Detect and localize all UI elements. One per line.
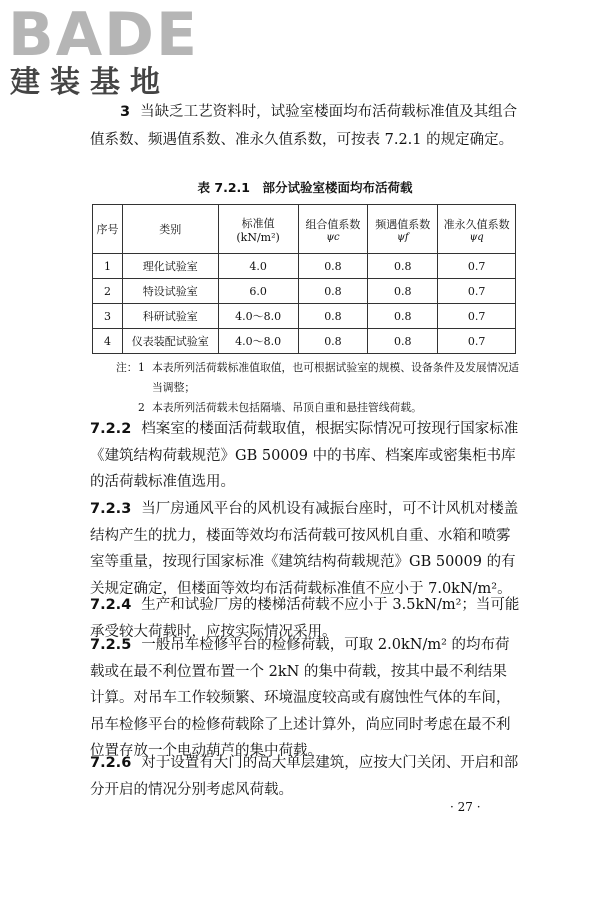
- logo-subtitle: 建装基地: [10, 65, 170, 100]
- table-row: [93, 254, 516, 279]
- intro-paragraph: [90, 98, 520, 154]
- note-number: 2: [138, 401, 145, 414]
- cell-combination: 0.8: [298, 279, 368, 304]
- cell-standard: 4.0～8.0: [218, 304, 298, 329]
- clause-7-2-2: [90, 416, 520, 496]
- cell-standard: 4.0: [218, 254, 298, 279]
- header-frequent-symbol: ψf: [397, 231, 409, 243]
- cell-category: 理化试验室: [122, 254, 218, 279]
- cell-frequent: 0.8: [368, 279, 438, 304]
- clause-number: 7.2.3: [90, 501, 132, 517]
- clause-7-2-5: [90, 632, 520, 765]
- logo-mark: BADE: [8, 0, 199, 70]
- cell-category: 仪表装配试验室: [122, 329, 218, 354]
- clause-7-2-6: [90, 750, 520, 803]
- clause-number: 7.2.2: [90, 421, 132, 437]
- header-quasi-label: 准永久值系数: [443, 217, 510, 231]
- cell-quasi: 0.7: [438, 329, 516, 354]
- notes-label: 注：: [116, 361, 138, 374]
- clause-number: 7.2.4: [90, 597, 132, 613]
- cell-quasi: 0.7: [438, 279, 516, 304]
- header-frequent-label: 频遇值系数: [375, 217, 431, 231]
- bade-logo: [8, 0, 199, 100]
- cell-standard: 4.0～8.0: [218, 329, 298, 354]
- table-title: 表 7.2.1 部分试验室楼面均布活荷载: [197, 180, 413, 195]
- header-combination: [298, 205, 368, 254]
- cell-category: 特设试验室: [122, 279, 218, 304]
- clause-number: 7.2.6: [90, 755, 132, 771]
- table-row: [93, 304, 516, 329]
- page-number: · 27 ·: [450, 800, 481, 814]
- header-standard-unit: (kN/m²): [236, 230, 280, 244]
- cell-combination: 0.8: [298, 254, 368, 279]
- clause-text: 当厂房通风平台的风机设有减振台座时，可不计风机对楼盖结构产生的扰力，楼面等效均布活荷载可按风机自重、水箱和喷雾室等重量，按现行国家标准《建筑结构荷载规范》GB 50009 的有关规定确定，但楼面等效均布活荷载标准值不应小于 7.0kN/m²。: [90, 501, 519, 597]
- note-number: 1: [138, 361, 145, 374]
- intro-lead-number: 3: [120, 104, 131, 120]
- cell-frequent: 0.8: [368, 254, 438, 279]
- note-text: 本表所列活荷载标准值取值，也可根据试验室的规模、设备条件及发展情况适当调整；: [152, 361, 520, 394]
- header-no: 序号: [93, 205, 123, 254]
- clause-text: 对于设置有大门的高大单层建筑，应按大门关闭、开启和部分开启的情况分别考虑风荷载。: [90, 755, 519, 798]
- cell-no: 4: [93, 329, 123, 354]
- header-standard: [218, 205, 298, 254]
- header-frequent: [368, 205, 438, 254]
- load-table: [92, 204, 516, 354]
- cell-frequent: 0.8: [368, 304, 438, 329]
- header-combination-label: 组合值系数: [305, 217, 361, 231]
- cell-category: 科研试验室: [122, 304, 218, 329]
- note-item: [116, 398, 520, 418]
- header-quasi: [438, 205, 516, 254]
- table-row: [93, 329, 516, 354]
- clause-7-2-3: [90, 496, 520, 602]
- intro-text: 当缺乏工艺资料时，试验室楼面均布活荷载标准值及其组合值系数、频遇值系数、准永久值系数，可按表 7.2.1 的规定确定。: [90, 104, 518, 148]
- cell-no: 3: [93, 304, 123, 329]
- cell-quasi: 0.7: [438, 304, 516, 329]
- header-combination-symbol: ψc: [326, 231, 340, 243]
- table-notes: [116, 358, 520, 418]
- clause-text: 生产和试验厂房的楼梯活荷载不应小于 3.5kN/m²；当可能承受较大荷载时，应按实际情况采用。: [90, 597, 520, 640]
- header-quasi-symbol: ψq: [469, 231, 484, 243]
- note-item: [116, 358, 520, 398]
- table-row: [93, 279, 516, 304]
- header-category: 类别: [122, 205, 218, 254]
- clause-text: 档案室的楼面活荷载取值，根据实际情况可按现行国家标准《建筑结构荷载规范》GB 50009 中的书库、档案库或密集柜书库的活荷载标准值选用。: [90, 421, 519, 490]
- cell-combination: 0.8: [298, 329, 368, 354]
- clause-number: 7.2.5: [90, 637, 132, 653]
- cell-no: 1: [93, 254, 123, 279]
- cell-no: 2: [93, 279, 123, 304]
- note-text: 本表所列活荷载未包括隔墙、吊顶自重和悬挂管线荷载。: [152, 401, 422, 414]
- cell-combination: 0.8: [298, 304, 368, 329]
- cell-standard: 6.0: [218, 279, 298, 304]
- cell-frequent: 0.8: [368, 329, 438, 354]
- header-standard-label: 标准值: [241, 216, 275, 230]
- cell-quasi: 0.7: [438, 254, 516, 279]
- clause-text: 一般吊车检修平台的检修荷载，可取 2.0kN/m² 的均布荷载或在最不利位置布置一个 2kN 的集中荷载，按其中最不利结果计算。对吊车工作较频繁、环境温度较高或有腐蚀性气体的车间，吊车检修平台的检修荷载除了上述计算外，尚应同时考虑在最不利位置存放一个电动葫芦的集中荷载。: [90, 637, 511, 759]
